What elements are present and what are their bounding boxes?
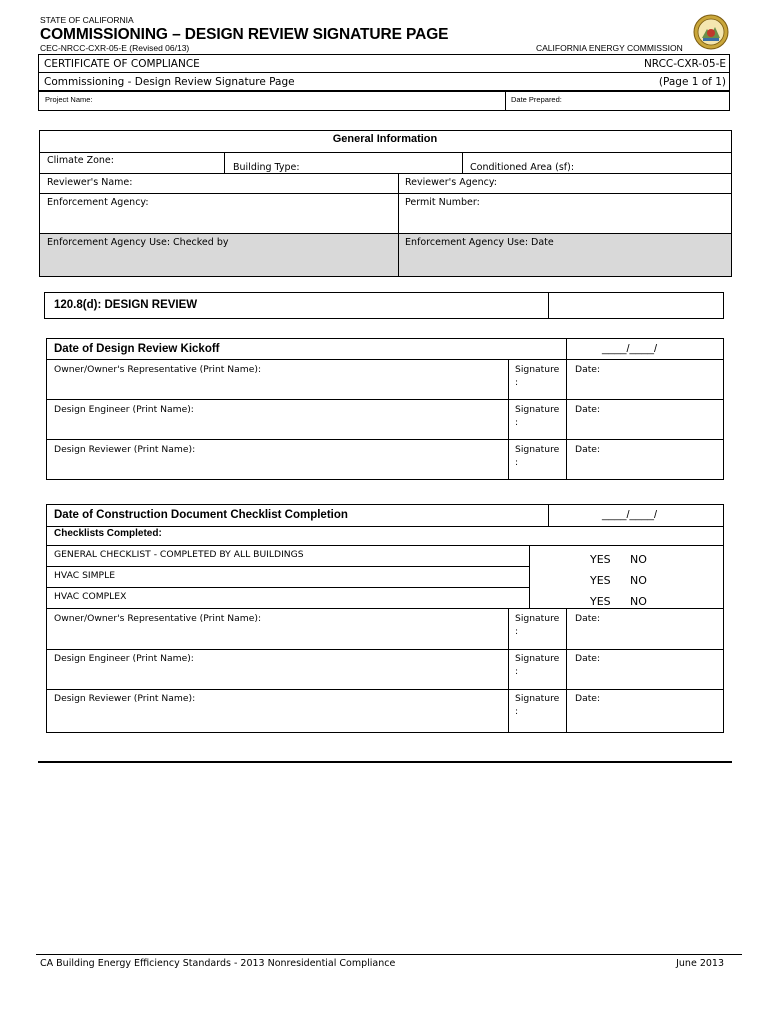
kickoff-owner-name-field[interactable]: Owner/Owner's Representative (Print Name):: [54, 364, 262, 375]
california-seal-icon: [693, 14, 729, 50]
signature-colon: :: [515, 626, 519, 637]
conditioned-area-field[interactable]: Conditioned Area (sf):: [470, 162, 575, 173]
form-id: CEC-NRCC-CXR-05-E (Revised 06/13): [40, 43, 190, 53]
section-divider: [38, 761, 732, 763]
checklist-yes-option[interactable]: YES: [590, 595, 611, 608]
construction-reviewer-signature-field[interactable]: Signature: [515, 693, 560, 704]
reviewer-agency-field[interactable]: Reviewer's Agency:: [405, 177, 497, 188]
construction-owner-name-field[interactable]: Owner/Owner's Representative (Print Name):: [54, 613, 262, 624]
checklist-no-option[interactable]: NO: [630, 574, 647, 587]
kickoff-engineer-name-field[interactable]: Design Engineer (Print Name):: [54, 404, 194, 415]
construction-owner-date-field[interactable]: Date:: [575, 613, 601, 624]
footer-rule: [36, 954, 742, 955]
building-type-field[interactable]: Building Type:: [233, 162, 300, 173]
signature-colon: :: [515, 706, 519, 717]
checklist-yes-option[interactable]: YES: [590, 574, 611, 587]
checklist-item: GENERAL CHECKLIST - COMPLETED BY ALL BUILDINGS: [54, 549, 304, 560]
checklist-no-option[interactable]: NO: [630, 553, 647, 566]
kickoff-reviewer-signature-field[interactable]: Signature: [515, 444, 560, 455]
checklist-item: HVAC SIMPLE: [54, 570, 115, 581]
agency-use-date-field[interactable]: Enforcement Agency Use: Date: [405, 237, 554, 248]
signature-colon: :: [515, 666, 519, 677]
kickoff-title: Date of Design Review Kickoff: [54, 343, 220, 355]
kickoff-owner-date-field[interactable]: Date:: [575, 364, 601, 375]
general-info-title: General Information: [332, 133, 438, 145]
signature-colon: :: [515, 377, 519, 388]
footer-standards: CA Building Energy Efficiency Standards - 2013 Nonresidential Compliance: [40, 958, 396, 969]
construction-engineer-date-field[interactable]: Date:: [575, 653, 601, 664]
date-prepared-field[interactable]: Date Prepared:: [511, 95, 562, 104]
checklist-item: HVAC COMPLEX: [54, 591, 127, 602]
construction-title: Date of Construction Document Checklist Completion: [54, 509, 348, 521]
kickoff-date-field[interactable]: ____/____/: [602, 343, 658, 355]
checklists-completed-label: Checklists Completed:: [54, 528, 162, 539]
project-name-field[interactable]: Project Name:: [45, 95, 93, 104]
permit-number-field[interactable]: Permit Number:: [405, 197, 480, 208]
kickoff-engineer-signature-field[interactable]: Signature: [515, 404, 560, 415]
checklist-no-option[interactable]: NO: [630, 595, 647, 608]
page-title: COMMISSIONING – DESIGN REVIEW SIGNATURE PAGE: [40, 26, 449, 43]
project-row: [38, 91, 730, 111]
kickoff-owner-signature-field[interactable]: Signature: [515, 364, 560, 375]
signature-colon: :: [515, 417, 519, 428]
construction-engineer-signature-field[interactable]: Signature: [515, 653, 560, 664]
page-number: (Page 1 of 1): [658, 76, 726, 88]
climate-zone-field[interactable]: Climate Zone:: [47, 155, 114, 166]
form-name: Commissioning - Design Review Signature Page: [44, 76, 295, 88]
kickoff-reviewer-name-field[interactable]: Design Reviewer (Print Name):: [54, 444, 196, 455]
state-label: STATE OF CALIFORNIA: [40, 15, 134, 25]
design-review-title: 120.8(d): DESIGN REVIEW: [54, 299, 198, 311]
signature-colon: :: [515, 457, 519, 468]
agency-label: CALIFORNIA ENERGY COMMISSION: [536, 43, 683, 53]
construction-reviewer-name-field[interactable]: Design Reviewer (Print Name):: [54, 693, 196, 704]
checklist-yes-option[interactable]: YES: [590, 553, 611, 566]
footer-date: June 2013: [676, 958, 724, 969]
certificate-label: CERTIFICATE OF COMPLIANCE: [44, 58, 200, 70]
construction-owner-signature-field[interactable]: Signature: [515, 613, 560, 624]
construction-reviewer-date-field[interactable]: Date:: [575, 693, 601, 704]
enforcement-agency-field[interactable]: Enforcement Agency:: [47, 197, 149, 208]
reviewer-name-field[interactable]: Reviewer's Name:: [47, 177, 133, 188]
construction-engineer-name-field[interactable]: Design Engineer (Print Name):: [54, 653, 194, 664]
construction-date-field[interactable]: ____/____/: [602, 509, 658, 521]
kickoff-engineer-date-field[interactable]: Date:: [575, 404, 601, 415]
checked-by-field[interactable]: Enforcement Agency Use: Checked by: [47, 237, 229, 248]
kickoff-reviewer-date-field[interactable]: Date:: [575, 444, 601, 455]
form-code: NRCC-CXR-05-E: [643, 58, 726, 70]
